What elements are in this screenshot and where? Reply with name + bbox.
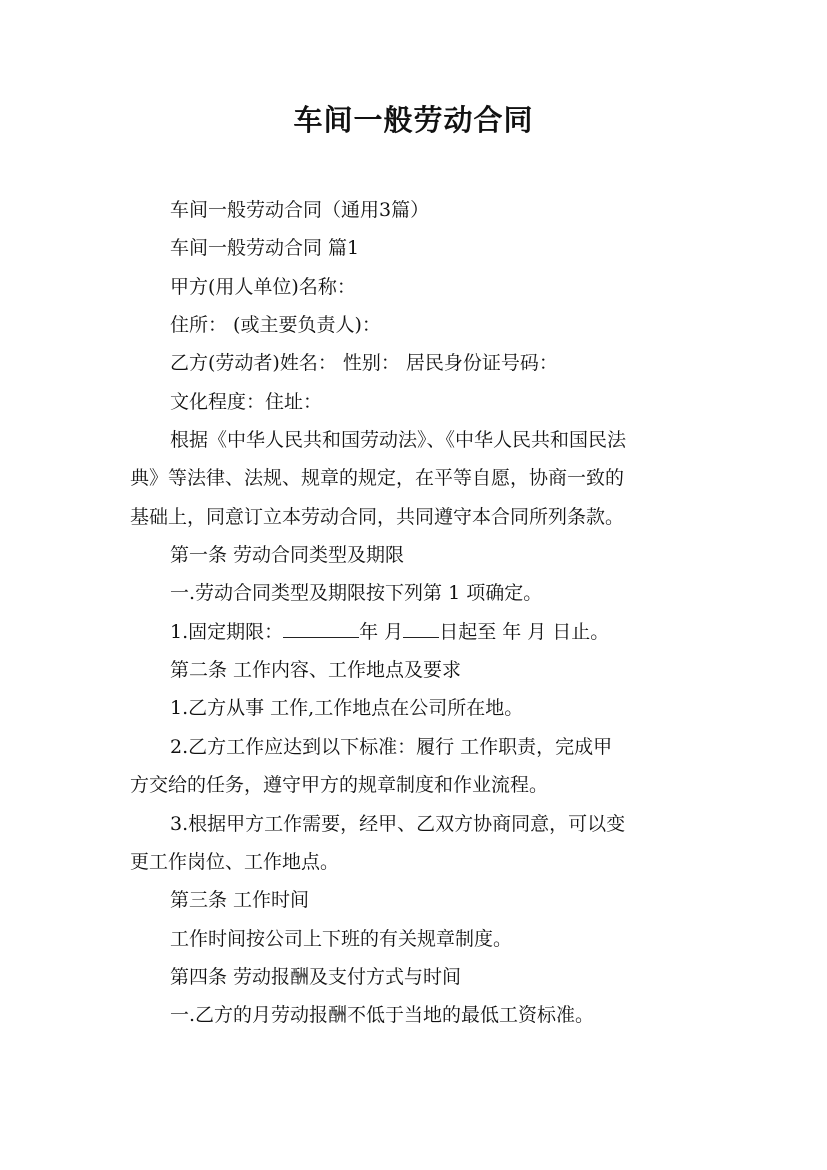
article-2-heading: 第二条 工作内容、工作地点及要求: [170, 659, 462, 682]
document-title: 车间一般劳动合同: [293, 103, 534, 137]
article-4-heading: 第四条 劳动报酬及支付方式与时间: [170, 965, 462, 988]
doc-section-heading: 车间一般劳动合同 篇1: [170, 237, 360, 260]
fixed-term-end: 日起至 年 月 日止。: [439, 620, 610, 643]
party-b-education-line: 文化程度：住址：: [170, 390, 323, 413]
document-body: [130, 191, 720, 1035]
preamble-line-1: 根据《中华人民共和国劳动法》、《中华人民共和国民法: [170, 429, 627, 452]
start-year-blank: [283, 615, 359, 638]
article-2-item-3-line-2: 更工作岗位、工作地点。: [130, 850, 340, 873]
fixed-term-prefix: 1.固定期限：: [170, 620, 284, 643]
article-1-item-1: 一.劳动合同类型及期限按下列第 1 项确定。: [170, 582, 543, 605]
preamble-line-2: 典》等法律、法规、规章的规定，在平等自愿，协商一致的: [130, 467, 625, 490]
article-2-item-1: 1.乙方从事 工作,工作地点在公司所在地。: [170, 697, 524, 720]
party-a-name-line: 甲方(用人单位)名称：: [170, 275, 356, 298]
article-2-item-2-line-1: 2.乙方工作应达到以下标准：履行 工作职责，完成甲: [170, 735, 613, 758]
article-2-item-3-line-1: 3.根据甲方工作需要，经甲、乙双方协商同意，可以变: [170, 812, 626, 835]
start-day-blank: [403, 615, 439, 638]
party-b-info-line: 乙方(劳动者)姓名： 性别： 居民身份证号码：: [170, 352, 558, 375]
article-3-body: 工作时间按公司上下班的有关规章制度。: [170, 927, 513, 950]
party-a-address-line: 住所： (或主要负责人)：: [170, 314, 381, 337]
preamble-line-3: 基础上，同意订立本劳动合同，共同遵守本合同所列条款。: [130, 505, 625, 528]
article-1-heading: 第一条 劳动合同类型及期限: [170, 544, 405, 567]
article-4-item-1: 一.乙方的月劳动报酬不低于当地的最低工资标准。: [170, 1004, 595, 1027]
fixed-term-line: [130, 613, 720, 651]
fixed-term-year-month: 年 月: [359, 620, 404, 643]
article-3-heading: 第三条 工作时间: [170, 889, 310, 912]
doc-subtitle: 车间一般劳动合同（通用3篇）: [170, 199, 430, 221]
article-2-item-2-line-2: 方交给的任务，遵守甲方的规章制度和作业流程。: [130, 774, 549, 797]
